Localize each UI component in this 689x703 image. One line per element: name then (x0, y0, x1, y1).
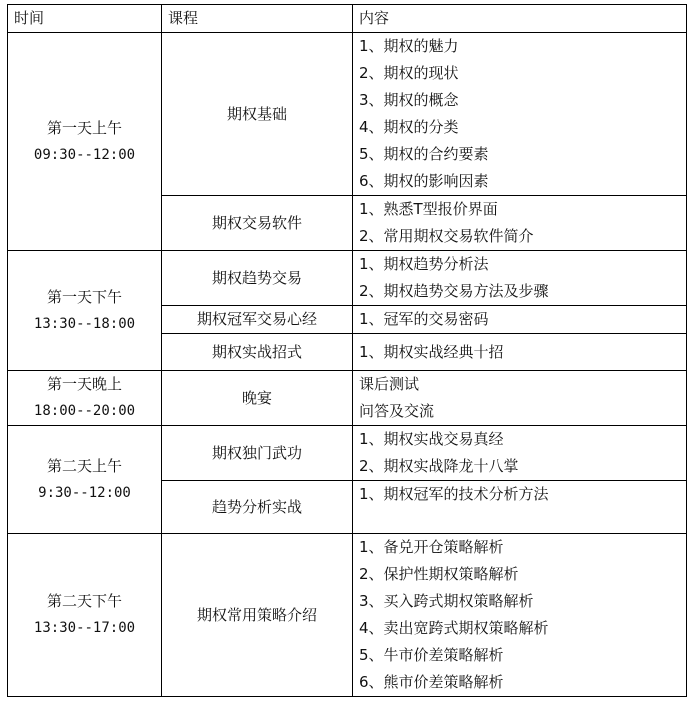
content-item: 3、期权的概念 (359, 91, 459, 109)
course-name: 期权趋势交易 (162, 251, 353, 306)
course-name: 期权冠军交易心经 (162, 306, 353, 334)
content-item: 5、牛市价差策略解析 (359, 646, 504, 664)
course-content (353, 371, 687, 426)
content-item: 1、备兑开仓策略解析 (359, 538, 504, 556)
course-name: 期权交易软件 (162, 196, 353, 251)
session-hours: 9:30--12:00 (38, 484, 131, 501)
course-content (353, 481, 687, 534)
session-day: 第二天下午 (46, 592, 122, 610)
course-name: 趋势分析实战 (162, 481, 353, 534)
content-item: 2、保护性期权策略解析 (359, 565, 519, 583)
content-item: 1、熟悉T型报价界面 (359, 200, 498, 218)
content-item: 1、期权趋势分析法 (359, 255, 489, 273)
table-row (8, 534, 687, 697)
content-item: 课后测试 (359, 375, 420, 393)
session-time-cell (8, 33, 162, 251)
content-item: 1、期权冠军的技术分析方法 (359, 485, 549, 503)
session-time-cell (8, 534, 162, 697)
table-row (8, 251, 687, 306)
course-content (353, 306, 687, 334)
table-row (8, 33, 687, 196)
course-name: 期权基础 (162, 33, 353, 196)
session-day: 第二天上午 (46, 456, 122, 475)
session-hours: 18:00--20:00 (33, 403, 136, 419)
content-item: 5、期权的合约要素 (359, 145, 489, 163)
course-content (353, 251, 687, 306)
content-item: 2、常用期权交易软件简介 (359, 227, 534, 245)
content-item: 6、期权的影响因素 (359, 172, 489, 190)
header-row (8, 5, 687, 33)
content-item: 2、期权趋势交易方法及步骤 (359, 282, 549, 300)
header-time: 时间 (8, 5, 162, 33)
session-time-cell (8, 426, 162, 534)
course-content (353, 33, 687, 196)
course-name: 期权常用策略介绍 (162, 534, 353, 697)
content-item: 3、买入跨式期权策略解析 (359, 592, 534, 610)
content-item: 1、期权的魅力 (359, 37, 459, 55)
table-row (8, 426, 687, 481)
session-day: 第一天晚上 (46, 375, 122, 393)
content-item: 1、期权实战交易真经 (359, 430, 504, 448)
content-item: 2、期权的现状 (359, 64, 459, 82)
course-content (353, 426, 687, 481)
content-item: 4、期权的分类 (359, 118, 459, 136)
course-name: 期权独门武功 (162, 426, 353, 481)
session-hours: 13:30--18:00 (33, 315, 136, 332)
content-item: 1、冠军的交易密码 (359, 310, 489, 328)
content-item: 问答及交流 (359, 402, 435, 420)
course-content (353, 334, 687, 371)
session-hours: 13:30--17:00 (33, 620, 136, 636)
content-item: 1、期权实战经典十招 (359, 342, 504, 361)
course-content (353, 196, 687, 251)
session-hours: 09:30--12:00 (33, 146, 136, 163)
header-content: 内容 (353, 5, 687, 33)
session-day: 第一天下午 (46, 287, 122, 306)
content-item: 4、卖出宽跨式期权策略解析 (359, 619, 549, 637)
session-time-cell (8, 371, 162, 426)
session-day: 第一天上午 (46, 118, 122, 137)
course-name: 晚宴 (162, 371, 353, 426)
course-schedule-table (7, 4, 687, 697)
course-content (353, 534, 687, 697)
header-course: 课程 (162, 5, 353, 33)
content-item: 6、熊市价差策略解析 (359, 673, 504, 691)
table-row (8, 371, 687, 426)
session-time-cell (8, 251, 162, 371)
content-item: 2、期权实战降龙十八掌 (359, 457, 519, 475)
course-name: 期权实战招式 (162, 334, 353, 371)
